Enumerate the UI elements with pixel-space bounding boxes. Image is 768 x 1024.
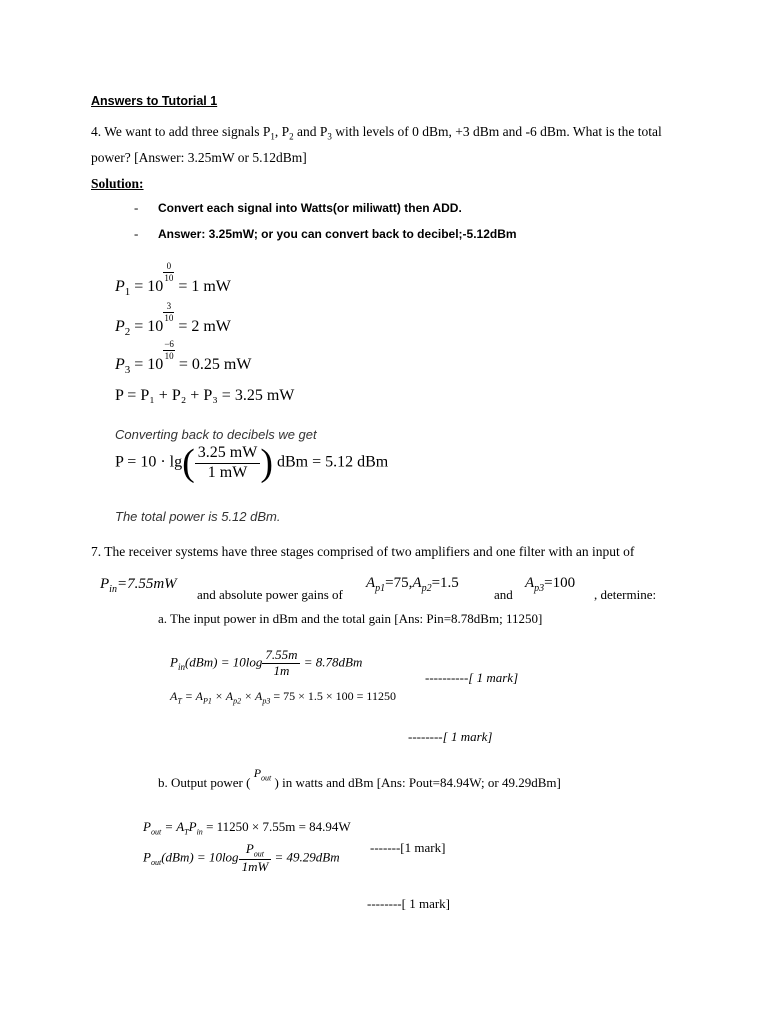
part-a: a. The input power in dBm and the total gain [Ans: Pin=8.78dBm; 11250]	[158, 611, 543, 626]
mark-a1: ----------[ 1 mark]	[425, 670, 519, 685]
mark-a2: --------[ 1 mark]	[408, 729, 493, 744]
pin-expression: $P_{in}=7.55mW$	[100, 576, 177, 595]
gain-ap3: $A_{p3}=100$	[525, 575, 576, 594]
q4-line-2: power? [Answer: 3.25mW or 5.12dBm]	[91, 150, 307, 165]
mark-b1: -------[1 mark]	[370, 840, 446, 855]
part-b: b. Output power ( $P_{out}$ ) in watts and dBm [Ans: Pout=84.94W; or 49.29dBm]	[158, 766, 561, 790]
equation-p3: $P_3 = 10$ $\frac{-6}{10}$ = 0.25 mW	[115, 339, 252, 377]
bullet-dash: -	[134, 226, 139, 241]
page-heading: Answers to Tutorial 1	[91, 94, 218, 108]
equation-pout-dbm: $P_{out}(dBm) = 10\log$ $\frac{P_{out}}{1mW}$ = 49.29dBm	[143, 841, 340, 874]
total-power-note: The total power is 5.12 dBm.	[115, 509, 281, 524]
q4-line-1: 4. We want to add three signals $P_1$, $P_2$ and $P_3$ with levels of 0 dBm, +3 dBm and -6 dBm. What is the total	[91, 124, 662, 142]
equation-decibel: P = 10 · lg( $\frac{3.25 mW}{1 mW}$ ) dBm = 5.12 dBm	[115, 442, 389, 484]
q7-line-1: 7. The receiver systems have three stages comprised of two amplifiers and one filter with an input of	[91, 544, 635, 559]
solution-label: Solution:	[91, 176, 144, 191]
mark-b2: --------[ 1 mark]	[367, 896, 451, 911]
bullet-item: Convert each signal into Watts(or miliwatt) then ADD.	[158, 201, 462, 215]
bullet-item: Answer: 3.25mW; or you can convert back to decibel;-5.12dBm	[158, 227, 517, 241]
bullet-dash: -	[134, 200, 139, 215]
equation-pout-watts: $P_{out} = A_TP_{in} = 11250 \times 7.55m = 84.94W$	[143, 819, 351, 837]
gain-ap1-ap2: $A_{p1}=75,A_{p2}=1.5$	[366, 575, 459, 594]
equation-pin-dbm: $P_{in}(dBm) = 10\log$ $\frac{7.55m}{1m}$ = 8.78dBm	[170, 647, 363, 678]
equation-total-gain: $A_T = A_{P1} \times A_{p2} \times A_{p3} = 75 \times 1.5 \times 100 = 11250$	[170, 689, 396, 706]
and-text: and	[494, 587, 513, 602]
converting-note: Converting back to decibels we get	[115, 427, 317, 442]
equation-p1: $P_1 = 10$ $\frac{0}{10}$ = 1 mW	[115, 261, 231, 299]
equation-p2: $P_2 = 10$ $\frac{3}{10}$ = 2 mW	[115, 301, 231, 339]
determine-text: , determine:	[594, 587, 657, 602]
equation-sum: P = P₁ + P₂ + P₃ = 3.25 mW	[115, 387, 295, 404]
gains-text: and absolute power gains of	[197, 587, 343, 602]
